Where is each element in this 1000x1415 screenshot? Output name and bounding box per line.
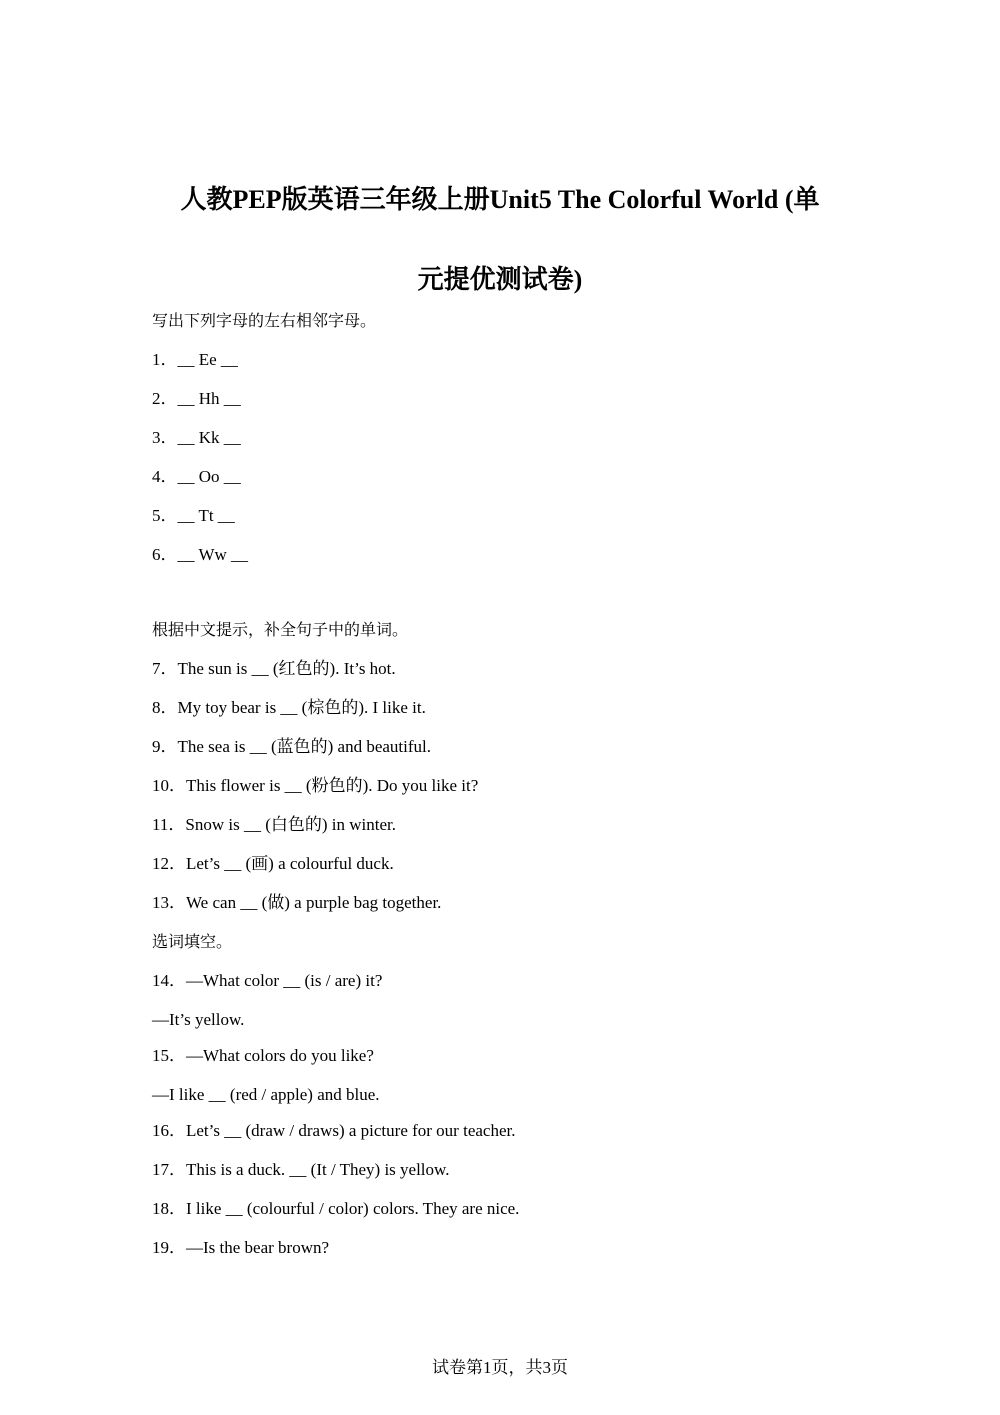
answer-15: —I like __ (red / apple) and blue. (152, 1085, 380, 1104)
section-3-instruction: 选词填空。 (152, 932, 233, 951)
question-15: 15．—What colors do you like? (152, 1046, 374, 1065)
question-7: 7．The sun is __ (红色的). It’s hot. (152, 659, 396, 678)
question-11: 11．Snow is __ (白色的) in winter. (152, 815, 396, 834)
page-footer: 试卷第1页，共3页 (432, 1358, 568, 1377)
question-9: 9．The sea is __ (蓝色的) and beautiful. (152, 737, 432, 756)
question-18: 18．I like __ (colourful / color) colors. They are nice. (152, 1199, 520, 1218)
section-2-instruction: 根据中文提示，补全句子中的单词。 (152, 620, 409, 639)
question-5: 5．__ Tt __ (152, 506, 235, 525)
question-14: 14．—What color __ (is / are) it? (152, 971, 383, 990)
question-13: 13．We can __ (做) a purple bag together. (152, 893, 442, 912)
document-title (150, 160, 850, 320)
question-12: 12．Let’s __ (画) a colourful duck. (152, 854, 394, 873)
question-3: 3．__ Kk __ (152, 428, 241, 447)
question-6: 6．__ Ww __ (152, 545, 249, 564)
question-2: 2．__ Hh __ (152, 389, 241, 408)
question-8: 8．My toy bear is __ (棕色的). I like it. (152, 698, 426, 717)
question-1: 1．__ Ee __ (152, 350, 238, 369)
question-19: 19．—Is the bear brown? (152, 1238, 330, 1257)
title-line-1: 人教PEP版英语三年级上册Unit5 The Colorful World (单 (180, 185, 820, 214)
question-17: 17．This is a duck. __ (It / They) is yellow. (152, 1160, 450, 1179)
section-1-instruction: 写出下列字母的左右相邻字母。 (152, 311, 377, 330)
question-16: 16．Let’s __ (draw / draws) a picture for our teacher. (152, 1121, 516, 1140)
title-line-2: 元提优测试卷) (417, 265, 583, 294)
question-4: 4．__ Oo __ (152, 467, 241, 486)
answer-14: —It’s yellow. (152, 1010, 245, 1029)
question-10: 10．This flower is __ (粉色的). Do you like it? (152, 776, 479, 795)
